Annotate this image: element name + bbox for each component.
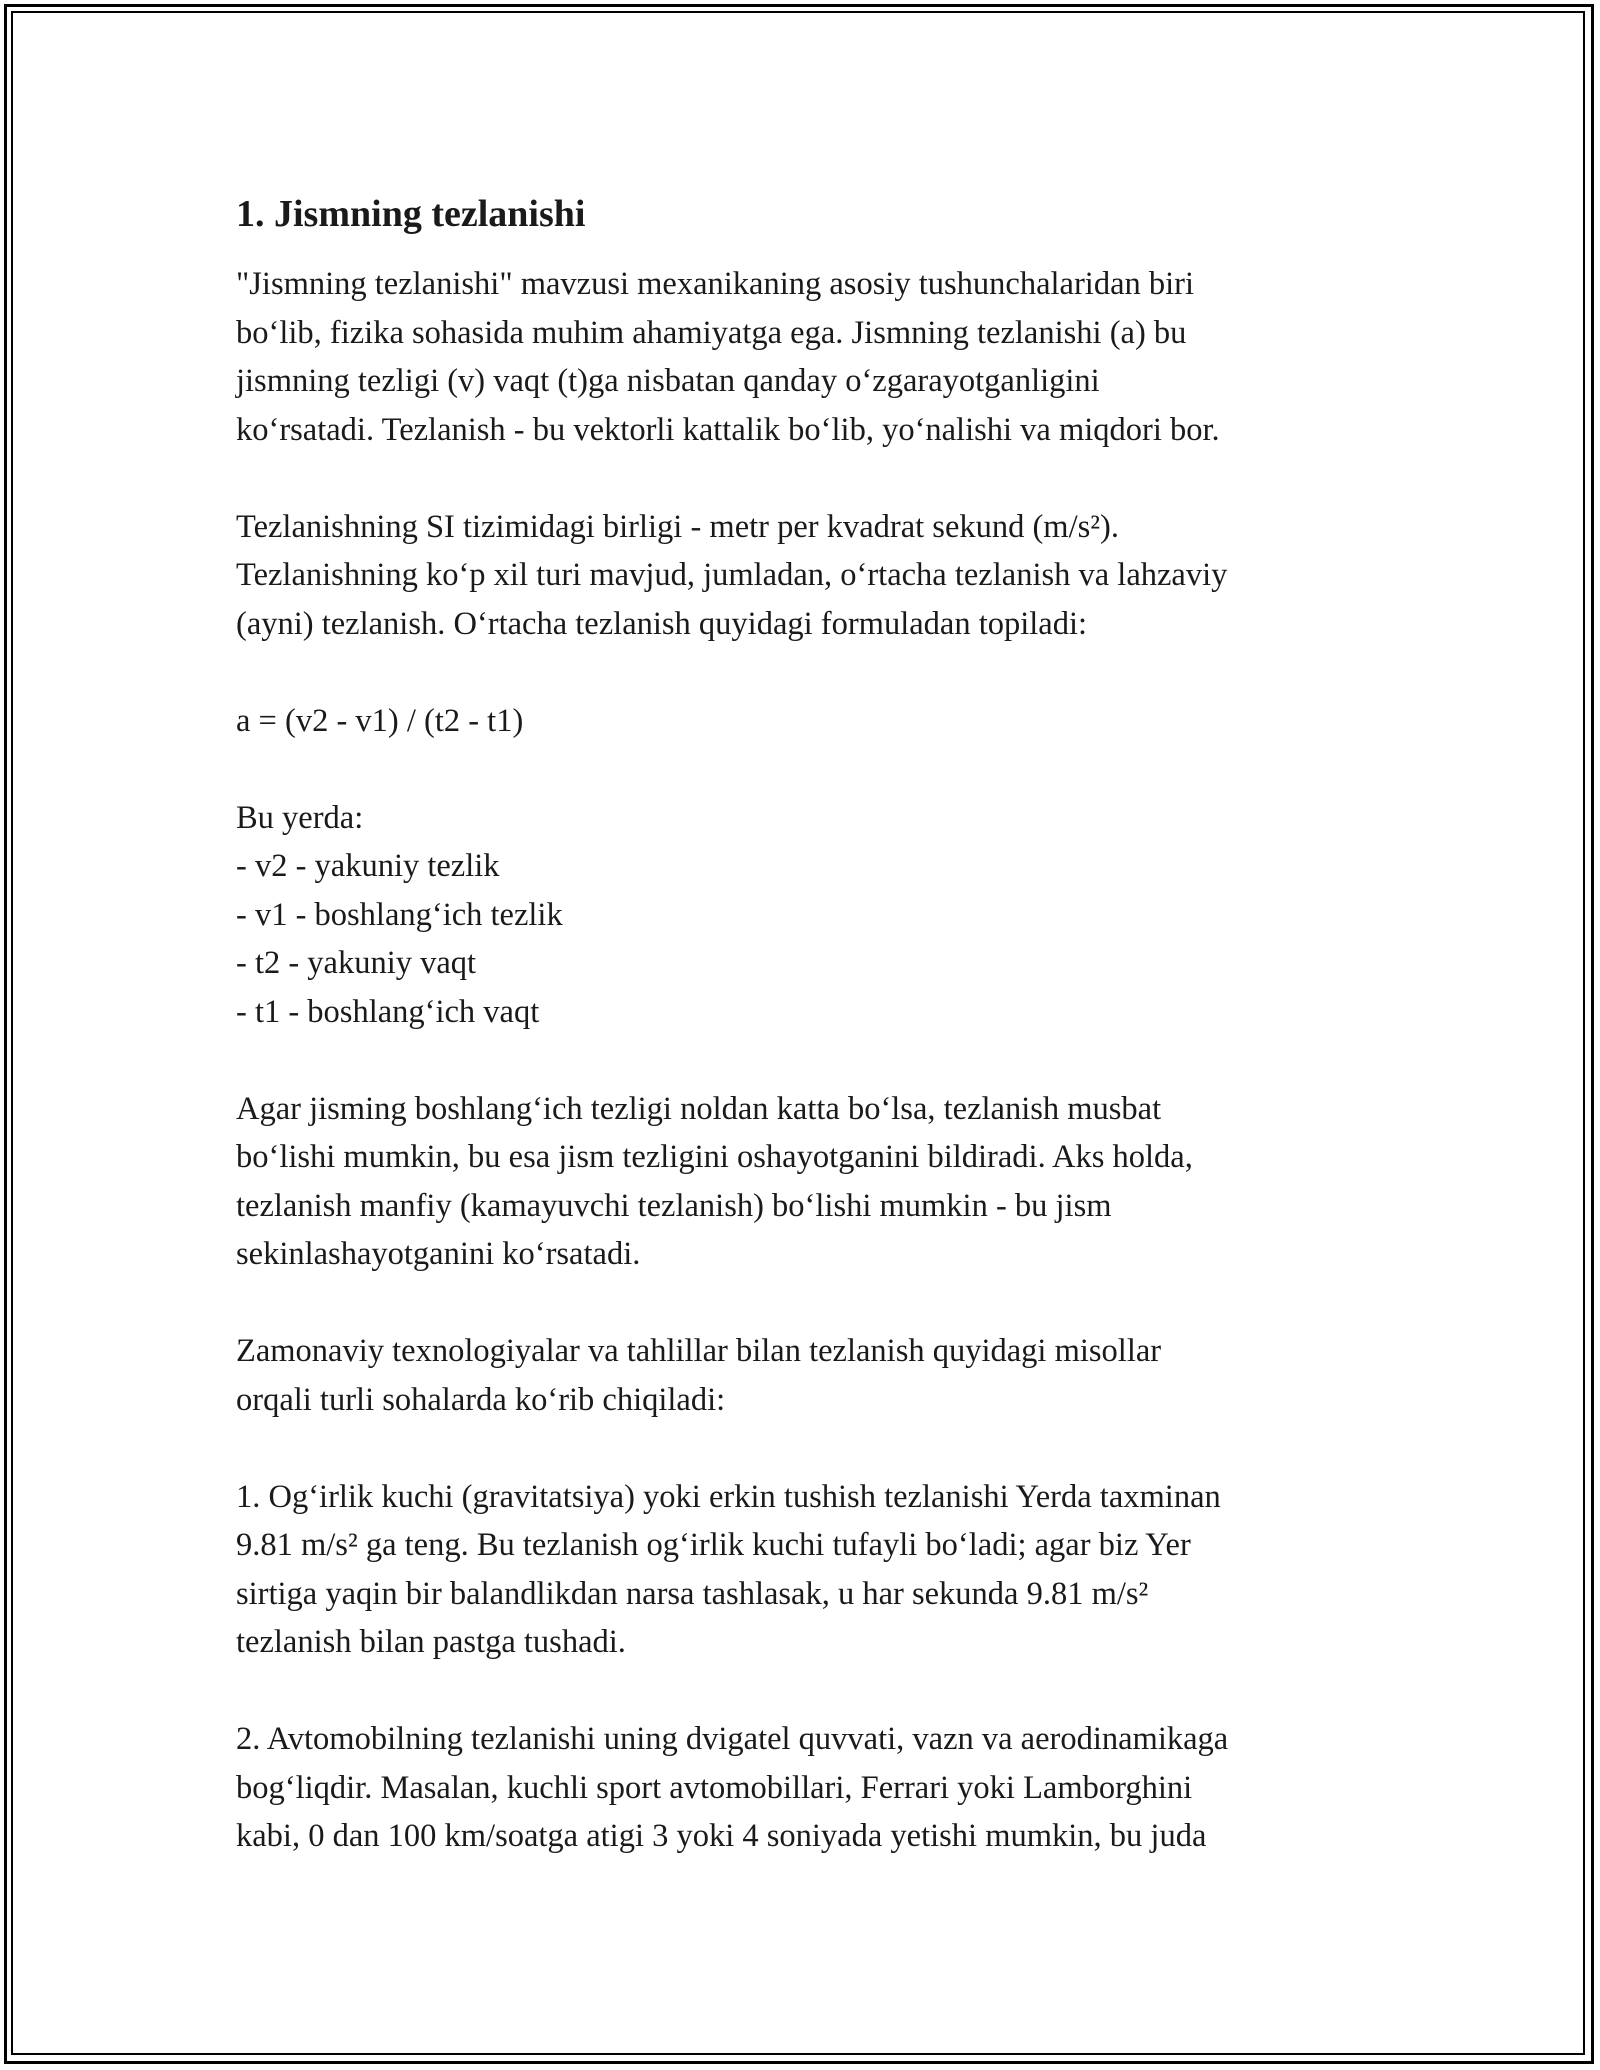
- document-body: [236, 186, 1376, 1861]
- section-title: 1. Jismning tezlanishi: [236, 193, 586, 235]
- paragraph-intro: "Jismning tezlanishi" mavzusi mexanikaning asosiy tushunchalaridan biri bo‘lib, fizika sohasida muhim ahamiyatga ega. Jismning tezlanishi (a) bu jismning tezligi (v) vaqt (t)ga nisbatan qanday o‘zgarayotganligini ko‘rsatadi. Tezlanish - bu vektorli kattalik bo‘lib, yo‘nalishi va miqdori bor.: [236, 266, 1220, 448]
- paragraph-gap: [236, 745, 1376, 794]
- paragraph-examples-intro: Zamonaviy texnologiyalar va tahlillar bilan tezlanish quyidagi misollar orqali turli sohalarda ko‘rib chiqiladi:: [236, 1333, 1162, 1418]
- paragraph-gap: [236, 1667, 1376, 1716]
- paragraph-gap: [236, 454, 1376, 503]
- paragraph-gap: [236, 1279, 1376, 1328]
- paragraph-gap: [236, 648, 1376, 697]
- example-gravity: 1. Og‘irlik kuchi (gravitatsiya) yoki erkin tushish tezlanishi Yerda taxminan 9.81 m/s² ga teng. Bu tezlanish og‘irlik kuchi tufayli bo‘ladi; agar biz Yer sirtiga yaqin bir balandlikdan narsa tashlasak, u har sekunda 9.81 m/s² tezlanish bilan pastga tushadi.: [236, 1478, 1221, 1660]
- paragraph-sign-of-acceleration: Agar jisming boshlang‘ich tezligi noldan katta bo‘lsa, tezlanish musbat bo‘lishi mumkin, bu esa jism tezligini oshayotganini bildiradi. Aks holda, tezlanish manfiy (kamayuvchi tezlanish) bo‘lishi mumkin - bu jism sekinlashayotganini ko‘rsatadi.: [236, 1090, 1193, 1272]
- paragraph-gap: [236, 1424, 1376, 1473]
- example-car-acceleration: 2. Avtomobilning tezlanishi uning dvigatel quvvati, vazn va aerodinamikaga bog‘liqdir. Masalan, kuchli sport avtomobillari, Ferrari yoki Lamborghini kabi, 0 dan 100 km/soatga atigi 3 yoki 4 soniyada yetishi mumkin, bu juda: [236, 1721, 1229, 1854]
- paragraph-gap: [236, 1036, 1376, 1085]
- variable-definitions: Bu yerda: - v2 - yakuniy tezlik - v1 - boshlang‘ich tezlik - t2 - yakuniy vaqt - t1 - boshlang‘ich vaqt: [236, 799, 563, 1030]
- paragraph-si-units: Tezlanishning SI tizimidagi birligi - metr per kvadrat sekund (m/s²). Tezlanishning ko‘p xil turi mavjud, jumladan, o‘rtacha tezlanish va lahzaviy (ayni) tezlanish. O‘rtacha tezlanish quyidagi formuladan topiladi:: [236, 508, 1228, 642]
- formula-average-acceleration: a = (v2 - v1) / (t2 - t1): [236, 702, 524, 739]
